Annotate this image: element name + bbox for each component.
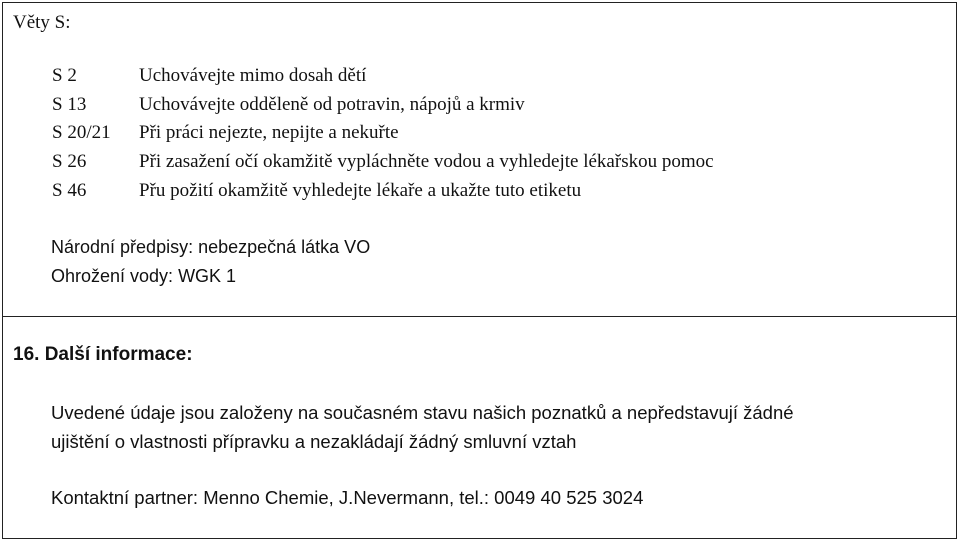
s-phrase-text: Uchovávejte odděleně od potravin, nápojů a krmiv: [139, 94, 525, 115]
water-hazard-class: Ohrožení vody: WGK 1: [51, 266, 237, 286]
s-phrase-text: Uchovávejte mimo dosah dětí: [139, 65, 367, 86]
s-phrase-code: S 2: [52, 65, 77, 86]
s-phrase-code: S 13: [52, 94, 87, 115]
s-phrase-code: S 46: [52, 180, 87, 201]
s-phrases-heading: Věty S:: [13, 12, 71, 33]
s-phrase-text: Při zasažení očí okamžitě vypláchněte vodou a vyhledejte lékařskou pomoc: [139, 151, 714, 172]
s-phrase-text: Při práci nejezte, nepijte a nekuřte: [139, 122, 399, 143]
national-regulations: Národní předpisy: nebezpečná látka VO: [51, 237, 371, 257]
disclaimer-line-2: ujištění o vlastnosti přípravku a nezakládají žádný smluvní vztah: [51, 431, 577, 452]
s-phrase-text: Přu požití okamžitě vyhledejte lékaře a ukažte tuto etiketu: [139, 180, 582, 201]
section-divider: [2, 316, 957, 317]
section-16-heading: 16. Další informace:: [13, 344, 193, 365]
s-phrase-code: S 26: [52, 151, 87, 172]
disclaimer-line-1: Uvedené údaje jsou založeny na současném stavu našich poznatků a nepředstavují žádné: [51, 402, 794, 423]
contact-partner: Kontaktní partner: Menno Chemie, J.Nevermann, tel.: 0049 40 525 3024: [51, 487, 644, 508]
s-phrase-code: S 20/21: [52, 122, 111, 143]
